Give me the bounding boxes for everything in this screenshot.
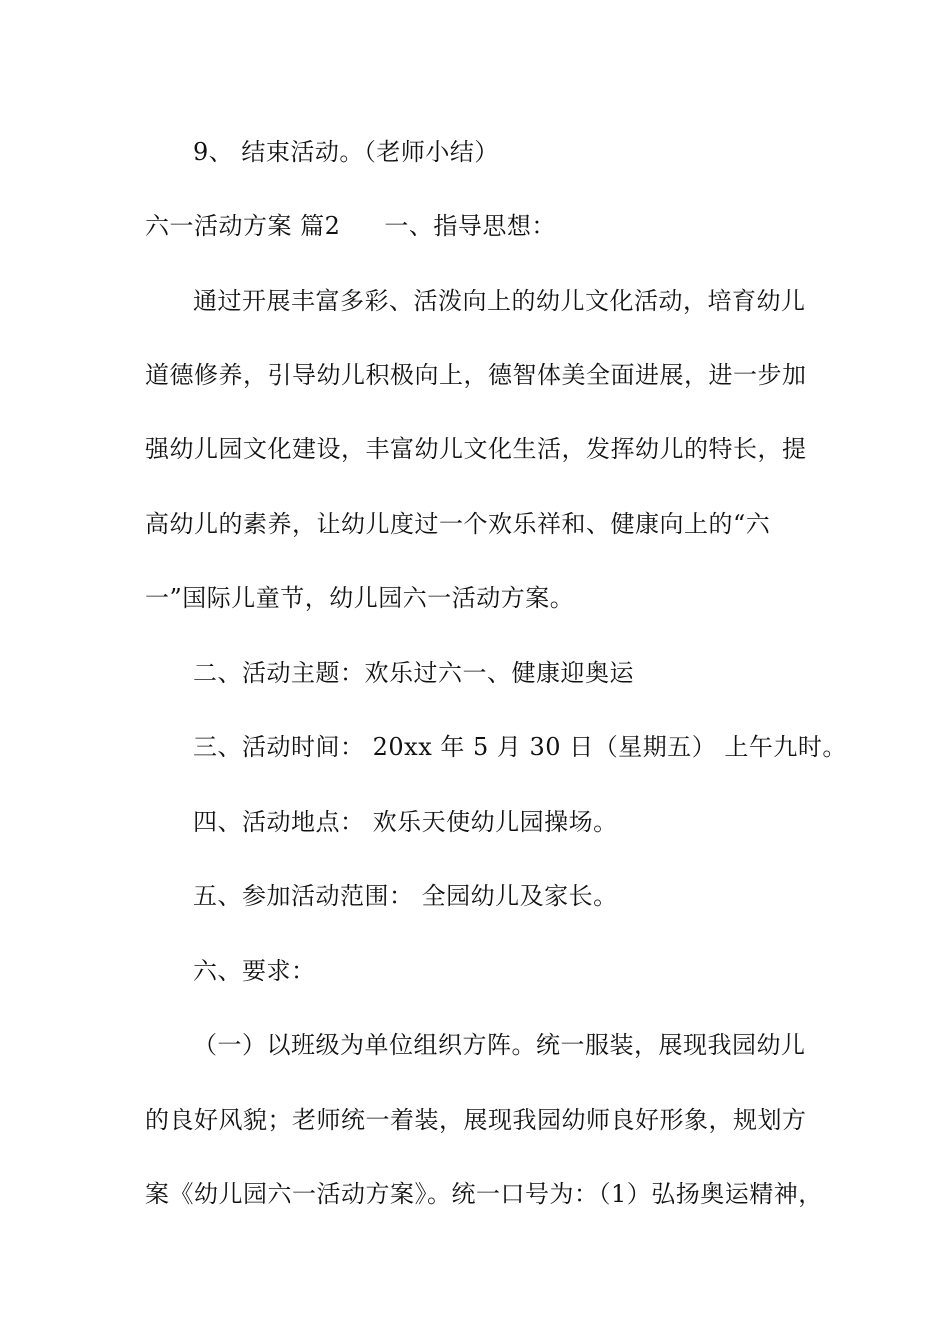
text-line-scope: 五、参加活动范围： 全园幼儿及家长。 bbox=[193, 882, 618, 910]
text-line-requirements: 六、要求： bbox=[193, 957, 316, 985]
text-line-plan-heading bbox=[145, 211, 825, 241]
text-line-paragraph-2: 道德修养，引导幼儿积极向上，德智体美全面进展，进一步加 bbox=[145, 361, 807, 389]
text-line-time: 三、活动时间： 20xx 年 5 月 30 日（星期五） 上午九时。 bbox=[193, 733, 847, 761]
text-line-requirement-1b: 的良好风貌；老师统一着装，展现我园幼师良好形象，规划方 bbox=[145, 1106, 807, 1134]
text-line-paragraph-1: 通过开展丰富多彩、活泼向上的幼儿文化活动，培育幼儿 bbox=[193, 287, 806, 315]
text-line-activity-end: 9、 结束活动。（老师小结） bbox=[193, 138, 499, 166]
text-line-paragraph-4: 高幼儿的素养，让幼儿度过一个欢乐祥和、健康向上的“六 bbox=[145, 510, 771, 538]
text-line-paragraph-5: 一”国际儿童节，幼儿园六一活动方案。 bbox=[145, 584, 575, 612]
text-line-paragraph-3: 强幼儿园文化建设，丰富幼儿文化生活，发挥幼儿的特长，提 bbox=[145, 435, 807, 463]
text-line-requirement-1c: 案《幼儿园六一活动方案》。统一口号为：（1）弘扬奥运精神， bbox=[145, 1180, 823, 1208]
text-line-requirement-1a: （一）以班级为单位组织方阵。统一服装，展现我园幼儿 bbox=[193, 1031, 806, 1059]
text-line-theme: 二、活动主题：欢乐过六一、健康迎奥运 bbox=[193, 659, 634, 687]
text-line-location: 四、活动地点： 欢乐天使幼儿园操场。 bbox=[193, 808, 618, 836]
section-guiding-thought: 一、指导思想： bbox=[384, 212, 556, 240]
plan-title: 六一活动方案 篇2 bbox=[145, 212, 341, 240]
